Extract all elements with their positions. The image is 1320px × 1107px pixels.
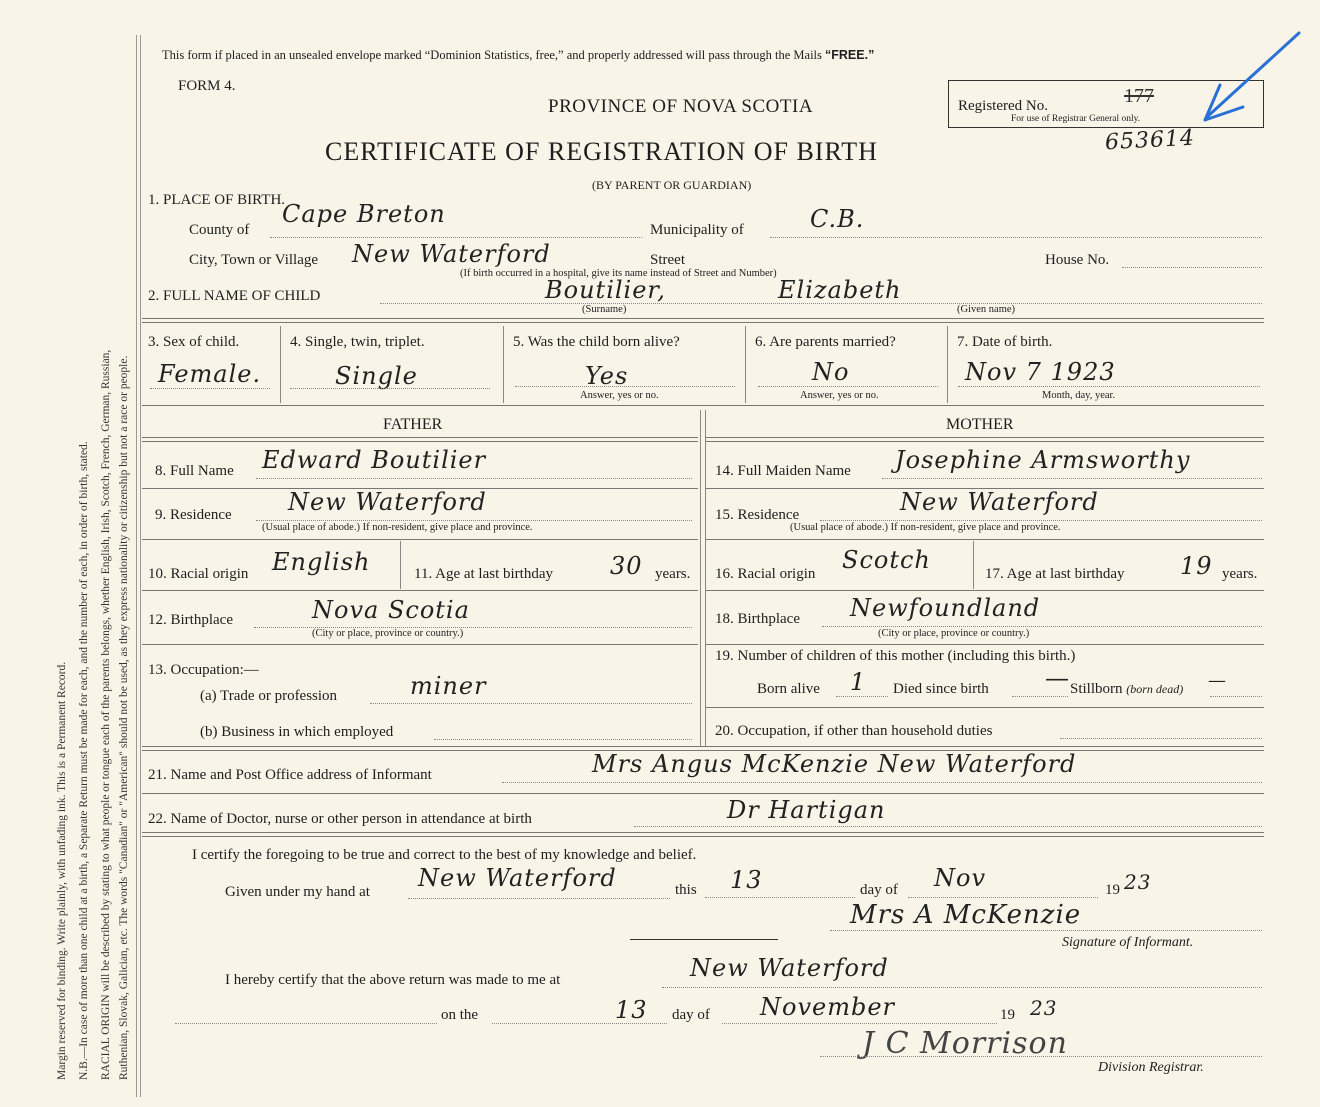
father-birthplace-label: 12. Birthplace bbox=[148, 612, 233, 628]
sex-label: 3. Sex of child. bbox=[148, 334, 240, 350]
registrar-month-value: November bbox=[760, 993, 896, 1021]
mother-race-value: Scotch bbox=[842, 546, 931, 574]
mother-name-label: 14. Full Maiden Name bbox=[715, 463, 851, 479]
registrar-leading-line bbox=[175, 1023, 437, 1024]
registrar-signature-caption: Division Registrar. bbox=[1098, 1060, 1204, 1075]
registrar-on-the-label: on the bbox=[441, 1007, 479, 1023]
given-day-value: 13 bbox=[730, 866, 763, 894]
father-trade-label: (a) Trade or profession bbox=[200, 688, 338, 704]
mail-note-free: “FREE.” bbox=[825, 48, 875, 62]
full-name-of-child-label: 2. FULL NAME OF CHILD bbox=[148, 288, 321, 304]
row-divider bbox=[142, 590, 698, 591]
single-twin-label: 4. Single, twin, triplet. bbox=[290, 334, 425, 350]
born-alive-value: Yes bbox=[585, 362, 629, 390]
given-day-of-label: day of bbox=[860, 882, 898, 898]
separator-rule bbox=[630, 939, 778, 940]
stillborn-value: — bbox=[1208, 670, 1227, 691]
doctor-label: 22. Name of Doctor, nurse or other person in attendance at birth bbox=[148, 811, 532, 827]
county-value: Cape Breton bbox=[282, 200, 446, 228]
hospital-note: (If birth occurred in a hospital, give its name instead of Street and Number) bbox=[460, 268, 777, 279]
registrar-year-prefix: 19 bbox=[1000, 1007, 1015, 1023]
born-alive-count-value: 1 bbox=[850, 668, 867, 696]
father-residence-value: New Waterford bbox=[288, 488, 487, 516]
page-subtitle: (BY PARENT OR GUARDIAN) bbox=[592, 178, 752, 192]
mother-residence-caption: (Usual place of abode.) If non-resident, give place and province. bbox=[790, 522, 1061, 533]
row3-divider bbox=[947, 326, 948, 403]
father-mother-column-divider bbox=[700, 410, 701, 746]
given-name-caption: (Given name) bbox=[957, 304, 1016, 315]
married-line bbox=[758, 386, 938, 387]
given-place-line bbox=[408, 898, 670, 899]
born-alive-count-label: Born alive bbox=[757, 681, 820, 697]
given-year-value: 23 bbox=[1124, 870, 1152, 894]
registered-no-label: Registered No. bbox=[958, 98, 1048, 114]
registrar-day-value: 13 bbox=[615, 996, 648, 1024]
mother-age-label: 17. Age at last birthday bbox=[985, 566, 1125, 582]
house-no-line bbox=[1122, 267, 1262, 268]
father-age-label: 11. Age at last birthday bbox=[414, 566, 553, 582]
registrar-day-of-label: day of bbox=[672, 1007, 710, 1023]
row-divider bbox=[706, 539, 1264, 540]
sex-line bbox=[150, 388, 270, 389]
city-value: New Waterford bbox=[352, 240, 551, 268]
margin-note-2: N.B.—In case of more than one child at a birth, a Separate Return must be made for each, and the number of each, in order of birth, stated. bbox=[78, 441, 90, 1080]
father-residence-caption: (Usual place of abode.) If non-resident, give place and province. bbox=[262, 522, 533, 533]
given-under-hand-label: Given under my hand at bbox=[225, 884, 370, 900]
born-alive-caption: Answer, yes or no. bbox=[580, 390, 659, 401]
municipality-label: Municipality of bbox=[650, 222, 744, 238]
father-mother-divider bbox=[706, 437, 1264, 442]
father-age-unit: years. bbox=[655, 566, 691, 582]
born-alive-count-line bbox=[836, 696, 888, 697]
mother-race-label: 16. Racial origin bbox=[715, 566, 816, 582]
race-age-divider bbox=[973, 541, 974, 589]
died-since-birth-line bbox=[1012, 696, 1068, 697]
stillborn-label bbox=[1070, 681, 1183, 698]
mail-note-text: This form if placed in an unsealed envelope marked “Dominion Statistics, free,” and properly addressed will pass through the Mails bbox=[162, 48, 826, 62]
mother-residence-label: 15. Residence bbox=[715, 507, 800, 523]
mother-birthplace-value: Newfoundland bbox=[850, 594, 1041, 622]
mother-age-unit: years. bbox=[1222, 566, 1258, 582]
registrar-day-line bbox=[492, 1023, 667, 1024]
parents-married-label: 6. Are parents married? bbox=[755, 334, 896, 350]
given-month-value: Nov bbox=[934, 864, 987, 892]
stillborn-label-text: Stillborn bbox=[1070, 681, 1123, 697]
mother-occupation-line bbox=[1060, 738, 1262, 739]
county-line bbox=[270, 237, 642, 238]
registrar-place-line bbox=[662, 987, 1262, 988]
row-divider bbox=[706, 590, 1264, 591]
given-day-line bbox=[705, 897, 855, 898]
row-divider bbox=[142, 793, 1264, 794]
given-year-prefix: 19 bbox=[1105, 882, 1120, 898]
form-number: FORM 4. bbox=[178, 78, 236, 94]
section-divider bbox=[142, 318, 1264, 323]
race-age-divider bbox=[400, 541, 401, 589]
mother-occupation-label: 20. Occupation, if other than household duties bbox=[715, 723, 993, 739]
mother-name-line bbox=[882, 478, 1262, 479]
binding-margin-line-2 bbox=[140, 35, 141, 1097]
county-label: County of bbox=[189, 222, 250, 238]
mother-birthplace-caption: (City or place, province or country.) bbox=[878, 628, 1030, 639]
child-surname-value: Boutilier, bbox=[545, 276, 666, 304]
father-business-line bbox=[434, 739, 692, 740]
section-divider bbox=[142, 405, 1264, 406]
dob-line bbox=[958, 386, 1260, 387]
parents-married-value: No bbox=[812, 358, 850, 386]
registrar-statement: I hereby certify that the above return was made to me at bbox=[225, 972, 561, 988]
given-month-line bbox=[908, 897, 1098, 898]
stillborn-note: (born dead) bbox=[1126, 682, 1184, 696]
section-divider bbox=[142, 832, 1264, 837]
registrar-month-line bbox=[722, 1023, 997, 1024]
registrar-place-value: New Waterford bbox=[690, 954, 889, 982]
mother-heading: MOTHER bbox=[946, 416, 1014, 433]
father-age-value: 30 bbox=[610, 552, 643, 580]
row-divider bbox=[706, 644, 1264, 645]
registrar-signature-line bbox=[820, 1056, 1262, 1057]
mother-age-value: 19 bbox=[1180, 552, 1213, 580]
doctor-line bbox=[634, 826, 1262, 827]
row3-divider bbox=[280, 326, 281, 403]
certify-statement: I certify the foregoing to be true and correct to the best of my knowledge and belief. bbox=[192, 847, 697, 863]
sex-value: Female. bbox=[158, 360, 262, 388]
parents-married-caption: Answer, yes or no. bbox=[800, 390, 879, 401]
date-of-birth-value: Nov 7 1923 bbox=[965, 358, 1116, 386]
informant-label: 21. Name and Post Office address of Informant bbox=[148, 767, 432, 783]
row-divider bbox=[142, 539, 698, 540]
house-no-label: House No. bbox=[1045, 252, 1110, 268]
child-given-name-value: Elizabeth bbox=[778, 276, 902, 304]
margin-note-4: Ruthenian, Slovak, Galician, etc. The words "Canadian" or "American" should not be used, as they express nationality or citizenship but not a race or people. bbox=[118, 355, 130, 1080]
row3-divider bbox=[503, 326, 504, 403]
mother-birthplace-line bbox=[822, 626, 1262, 627]
informant-line bbox=[502, 782, 1262, 783]
mother-children-label: 19. Number of children of this mother (including this birth.) bbox=[715, 648, 1076, 664]
born-alive-label: 5. Was the child born alive? bbox=[513, 334, 680, 350]
binding-margin-line bbox=[136, 35, 137, 1097]
registered-no-struck: 177 bbox=[1124, 85, 1154, 107]
father-trade-line bbox=[370, 703, 692, 704]
single-line bbox=[290, 388, 490, 389]
single-twin-value: Single bbox=[335, 362, 418, 390]
registrar-signature: J C Morrison bbox=[862, 1026, 1068, 1061]
mother-residence-value: New Waterford bbox=[900, 488, 1099, 516]
father-business-label: (b) Business in which employed bbox=[200, 724, 394, 740]
father-birthplace-caption: (City or place, province or country.) bbox=[312, 628, 464, 639]
margin-note-1: Margin reserved for binding. Write plainly, with unfading ink. This is a Permanent Record. bbox=[56, 661, 68, 1080]
mother-name-value: Josephine Armsworthy bbox=[895, 446, 1191, 474]
municipality-line bbox=[770, 237, 1262, 238]
place-of-birth-heading: 1. PLACE OF BIRTH. bbox=[148, 192, 286, 208]
surname-caption: (Surname) bbox=[582, 304, 627, 315]
informant-signature-caption: Signature of Informant. bbox=[1062, 935, 1194, 950]
father-mother-column-divider bbox=[705, 410, 706, 746]
father-trade-value: miner bbox=[410, 672, 487, 700]
mother-birthplace-label: 18. Birthplace bbox=[715, 611, 800, 627]
father-residence-line bbox=[256, 520, 692, 521]
father-race-value: English bbox=[272, 548, 371, 576]
province-heading: PROVINCE OF NOVA SCOTIA bbox=[548, 96, 814, 117]
informant-value: Mrs Angus McKenzie New Waterford bbox=[592, 750, 1077, 778]
margin-note-3: RACIAL ORIGIN will be described by stating to what people or tongue each of the parents belongs, whether English, Irish, Scotch, French, German, Russian, bbox=[100, 349, 112, 1080]
this-label: this bbox=[675, 882, 697, 898]
page-title: CERTIFICATE OF REGISTRATION OF BIRTH bbox=[325, 137, 878, 166]
father-heading: FATHER bbox=[383, 416, 443, 433]
father-name-value: Edward Boutilier bbox=[262, 446, 487, 474]
mail-note bbox=[162, 48, 874, 63]
date-of-birth-caption: Month, day, year. bbox=[1042, 390, 1116, 401]
born-alive-line bbox=[515, 386, 735, 387]
registrar-year-value: 23 bbox=[1030, 996, 1058, 1020]
father-race-label: 10. Racial origin bbox=[148, 566, 249, 582]
street-label: Street bbox=[650, 252, 685, 268]
city-label: City, Town or Village bbox=[189, 252, 319, 268]
father-mother-divider bbox=[142, 437, 698, 442]
mother-residence-line bbox=[820, 520, 1262, 521]
given-place-value: New Waterford bbox=[418, 864, 617, 892]
row-divider bbox=[142, 644, 698, 645]
father-name-label: 8. Full Name bbox=[155, 463, 234, 479]
informant-signature: Mrs A McKenzie bbox=[850, 900, 1082, 930]
father-name-line bbox=[256, 478, 692, 479]
father-birthplace-value: Nova Scotia bbox=[312, 596, 470, 624]
row-divider bbox=[706, 707, 1264, 708]
father-occupation-label: 13. Occupation:— bbox=[148, 662, 259, 678]
father-residence-label: 9. Residence bbox=[155, 507, 232, 523]
row3-divider bbox=[745, 326, 746, 403]
blue-pencil-check-icon bbox=[1195, 25, 1305, 130]
died-since-birth-label: Died since birth bbox=[893, 681, 989, 697]
registered-number: 653614 bbox=[1104, 125, 1196, 156]
stillborn-line bbox=[1210, 696, 1262, 697]
died-since-birth-value: — bbox=[1045, 664, 1070, 692]
date-of-birth-label: 7. Date of birth. bbox=[957, 334, 1053, 350]
doctor-value: Dr Hartigan bbox=[727, 796, 886, 824]
municipality-value: C.B. bbox=[810, 205, 865, 233]
registrar-note: For use of Registrar General only. bbox=[1011, 114, 1141, 124]
informant-signature-line bbox=[830, 930, 1262, 931]
